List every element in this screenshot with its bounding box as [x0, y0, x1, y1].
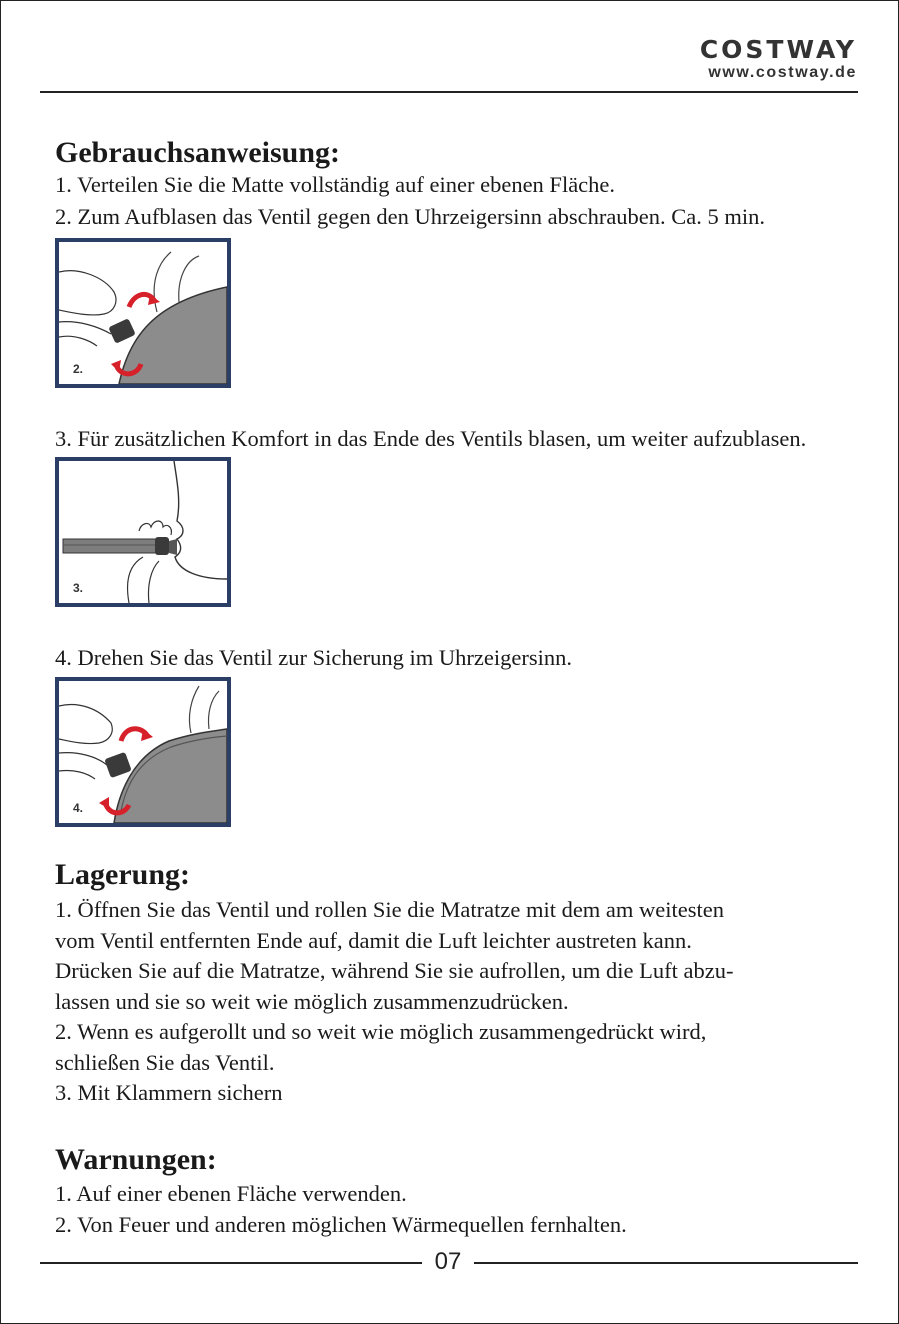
storage-line: vom Ventil entfernten Ende auf, damit die Luft leichter austreten kann.	[55, 927, 692, 953]
figure-label-2: 2.	[73, 362, 84, 376]
valve-unscrew-drawing	[59, 242, 227, 384]
usage-step-3: 3. Für zusätzlichen Komfort in das Ende des Ventils blasen, um weiter aufzublasen.	[55, 426, 807, 451]
page-number: 07	[434, 1248, 462, 1275]
storage-heading: Lagerung:	[55, 858, 190, 891]
valve-unscrew-illustration	[55, 238, 231, 388]
usage-step-2: 2. Zum Aufblasen das Ventil gegen den Uhrzeigersinn abschrauben. Ca. 5 min.	[55, 204, 766, 229]
footer-rule-left	[40, 1262, 422, 1264]
valve-screw-drawing	[59, 681, 227, 823]
usage-heading: Gebrauchsanweisung:	[55, 136, 341, 169]
storage-line: Drücken Sie auf die Matratze, während Sie sie aufrollen, um die Luft abzu-	[55, 958, 734, 983]
storage-line: schließen Sie das Ventil.	[55, 1049, 275, 1075]
storage-text	[55, 895, 835, 1109]
warnings-heading: Warnungen:	[55, 1143, 217, 1176]
usage-step-4: 4. Drehen Sie das Ventil zur Sicherung im Uhrzeigersinn.	[55, 645, 572, 670]
storage-line: 2. Wenn es aufgerollt und so weit wie möglich zusammengedrückt wird,	[55, 1019, 707, 1044]
warnings-text	[55, 1179, 835, 1240]
blow-into-valve-drawing	[59, 461, 227, 603]
valve-screw-illustration	[55, 677, 231, 827]
brand-header	[700, 36, 857, 82]
storage-line: 1. Öffnen Sie das Ventil und rollen Sie die Matratze mit dem am weitesten	[55, 897, 725, 922]
warning-line: 2. Von Feuer und anderen möglichen Wärmequellen fernhalten.	[55, 1211, 627, 1237]
header-rule	[40, 91, 858, 93]
storage-line: lassen und sie so weit wie möglich zusammenzudrücken.	[55, 988, 569, 1014]
usage-step-1: 1. Verteilen Sie die Matte vollständig auf einer ebenen Fläche.	[55, 172, 616, 197]
brand-url: www.costway.de	[708, 64, 857, 81]
warning-line: 1. Auf einer ebenen Fläche verwenden.	[55, 1181, 407, 1206]
blow-into-valve-illustration	[55, 457, 231, 607]
figure-label-4: 4.	[73, 801, 84, 815]
brand-logo: COSTWAY	[699, 35, 857, 64]
footer-rule-right	[474, 1262, 858, 1264]
figure-label-3: 3.	[73, 581, 84, 595]
storage-line: 3. Mit Klammern sichern	[55, 1080, 283, 1105]
